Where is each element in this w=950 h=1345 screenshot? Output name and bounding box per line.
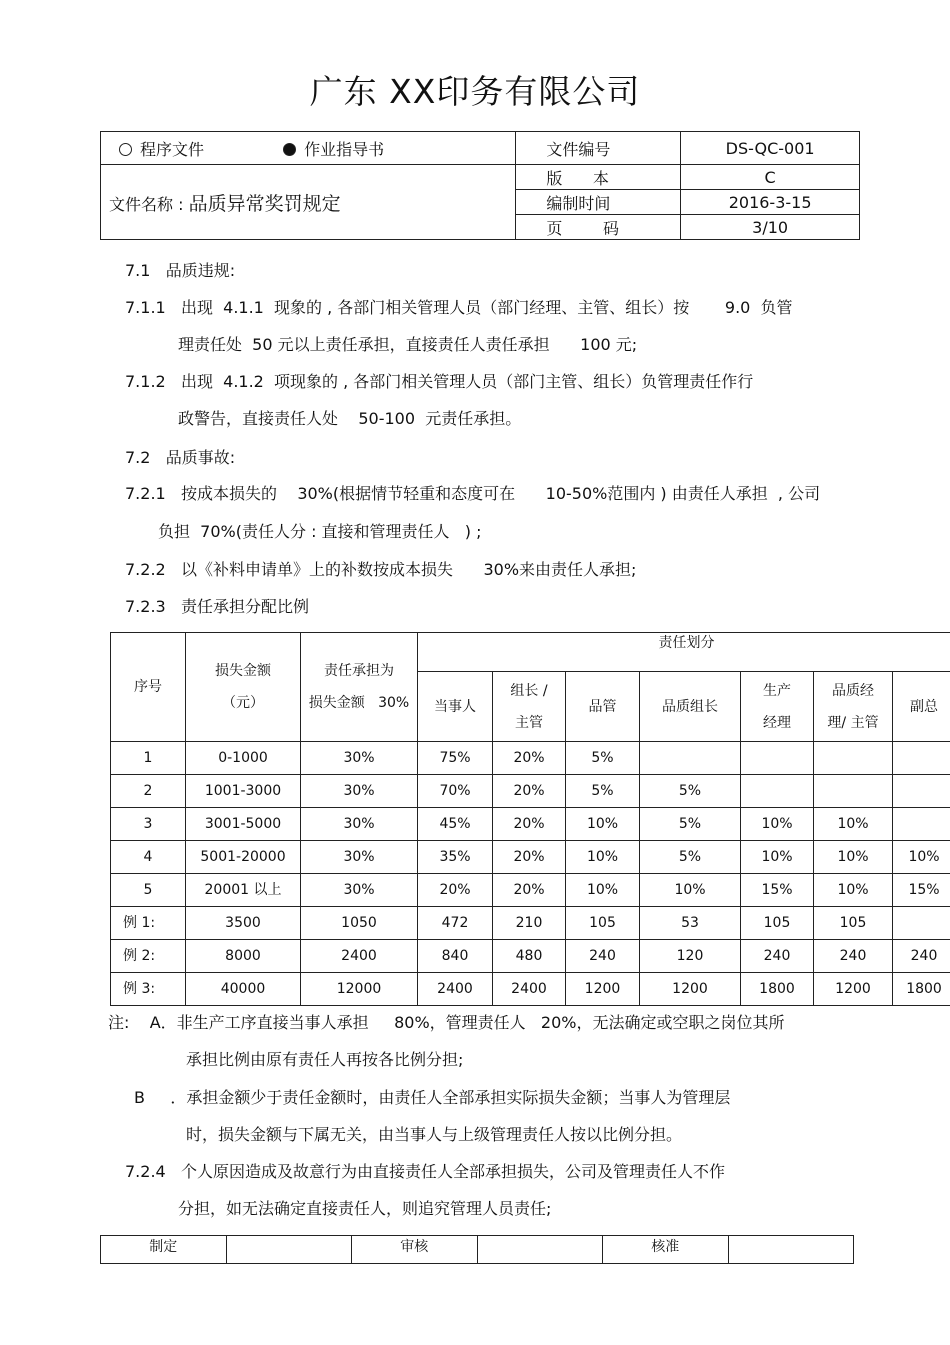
- table-cell: 5%: [566, 742, 640, 775]
- table-cell: 45%: [418, 808, 493, 841]
- header-responsibility: 责任承担为 损失金额 30%: [301, 633, 418, 742]
- para-7-2-2: 7.2.2 以《补料申请单》上的补数按成本损失 30%来由责任人承担;: [125, 560, 637, 579]
- table-cell: 10%: [741, 808, 814, 841]
- table-cell: 15%: [741, 874, 814, 907]
- header-loss: 损失金额 （元）: [186, 633, 301, 742]
- table-cell: 3001-5000: [186, 808, 301, 841]
- table-cell: [741, 775, 814, 808]
- table-cell: 2: [111, 775, 186, 808]
- table-row: [111, 973, 950, 1006]
- table-cell: 10%: [893, 841, 950, 874]
- doc-type-cell: [101, 132, 516, 165]
- table-cell: 70%: [418, 775, 493, 808]
- review-field[interactable]: [477, 1236, 603, 1264]
- table-row: [111, 874, 950, 907]
- table-cell: 0-1000: [186, 742, 301, 775]
- doc-name: 品质异常奖罚规定: [188, 192, 341, 215]
- table-cell: 30%: [301, 808, 418, 841]
- table-cell: 10%: [741, 841, 814, 874]
- table-cell: 2400: [493, 973, 566, 1006]
- note-a-line2: 承担比例由原有责任人再按各比例分担;: [186, 1050, 464, 1069]
- table-cell: 240: [814, 940, 893, 973]
- para-7-1-1-line1: 7.1.1 出现 4.1.1 现象的 , 各部门相关管理人员（部门经理、主管、组长）按 9.0 负管: [125, 298, 793, 317]
- company-title: 广东 XX印务有限公司: [309, 72, 641, 111]
- table-cell: 1200: [640, 973, 741, 1006]
- doc-name-label: 文件名称 :: [109, 194, 184, 214]
- table-cell: 20%: [418, 874, 493, 907]
- header-qc-leader: 品质组长: [640, 672, 741, 742]
- table-cell: 2400: [301, 940, 418, 973]
- table-cell: [814, 775, 893, 808]
- table-row: [111, 775, 950, 808]
- table-cell: 20001 以上: [186, 874, 301, 907]
- page-label: 页 码: [516, 215, 681, 240]
- table-row: [111, 742, 950, 775]
- table-cell: 5%: [640, 841, 741, 874]
- table-cell: 10%: [566, 808, 640, 841]
- table-cell: 75%: [418, 742, 493, 775]
- para-7-1: 7.1 品质违规:: [125, 261, 236, 280]
- responsibility-table: [110, 632, 950, 1006]
- table-cell: 10%: [814, 808, 893, 841]
- table-cell: 12000: [301, 973, 418, 1006]
- table-cell: 120: [640, 940, 741, 973]
- table-cell: 20%: [493, 808, 566, 841]
- table-cell: 480: [493, 940, 566, 973]
- table-row: [111, 808, 950, 841]
- version: C: [681, 165, 860, 190]
- table-cell: 5001-20000: [186, 841, 301, 874]
- header-vp: 副总: [893, 672, 950, 742]
- table-cell: 105: [814, 907, 893, 940]
- table-cell: 10%: [814, 841, 893, 874]
- date: 2016-3-15: [681, 190, 860, 215]
- opt-program-file: 程序文件: [140, 139, 205, 159]
- para-7-2-1-line2: 负担 70%(责任人分 : 直接和管理责任人 ) ;: [158, 522, 482, 541]
- table-cell: 472: [418, 907, 493, 940]
- table-cell: 105: [741, 907, 814, 940]
- table-cell: 5%: [640, 775, 741, 808]
- para-7-1-2-line1: 7.1.2 出现 4.1.2 项现象的 , 各部门相关管理人员（部门主管、组长）负管理责任作行: [125, 372, 754, 391]
- table-cell: 840: [418, 940, 493, 973]
- table-cell: [893, 808, 950, 841]
- made-field[interactable]: [226, 1236, 352, 1264]
- version-label: 版 本: [516, 165, 681, 190]
- para-7-1-1-line2: 理责任处 50 元以上责任承担，直接责任人责任承担 100 元;: [178, 335, 638, 354]
- table-cell: 10%: [566, 874, 640, 907]
- table-cell: 3: [111, 808, 186, 841]
- table-cell: 5%: [566, 775, 640, 808]
- signature-table: [100, 1235, 854, 1264]
- para-7-1-2-line2: 政警告，直接责任人处 50-100 元责任承担。: [178, 409, 522, 428]
- para-7-2: 7.2 品质事故:: [125, 448, 236, 467]
- table-cell: 10%: [640, 874, 741, 907]
- table-cell: 20%: [493, 841, 566, 874]
- table-cell: [893, 775, 950, 808]
- table-cell: 30%: [301, 874, 418, 907]
- table-cell: 20%: [493, 874, 566, 907]
- table-row: [111, 841, 950, 874]
- table-cell: 30%: [301, 742, 418, 775]
- para-7-2-4-line1: 7.2.4 个人原因造成及故意行为由直接责任人全部承担损失，公司及管理责任人不作: [125, 1162, 725, 1181]
- table-cell: 1200: [814, 973, 893, 1006]
- table-cell: 1200: [566, 973, 640, 1006]
- page-number: 3/10: [681, 215, 860, 240]
- table-cell: 35%: [418, 841, 493, 874]
- header-party: 当事人: [418, 672, 493, 742]
- table-cell: 例 2:: [111, 940, 186, 973]
- doc-no-label: 文件编号: [516, 132, 681, 165]
- opt-work-instruction: 作业指导书: [304, 139, 385, 159]
- approve-field[interactable]: [728, 1236, 854, 1264]
- table-cell: [814, 742, 893, 775]
- table-cell: 240: [741, 940, 814, 973]
- table-cell: 1800: [893, 973, 950, 1006]
- header-division: 责任划分: [418, 633, 950, 672]
- table-cell: 53: [640, 907, 741, 940]
- table-cell: 5%: [640, 808, 741, 841]
- table-cell: 1800: [741, 973, 814, 1006]
- radio-filled-icon[interactable]: [283, 143, 296, 156]
- note-b-line2: 时，损失金额与下属无关，由当事人与上级管理责任人按以比例分担。: [186, 1125, 683, 1144]
- table-cell: 10%: [566, 841, 640, 874]
- table-cell: 例 3:: [111, 973, 186, 1006]
- table-cell: 210: [493, 907, 566, 940]
- review-label: 审核: [352, 1236, 478, 1264]
- para-7-2-3: 7.2.3 责任承担分配比例: [125, 597, 309, 616]
- table-cell: 5: [111, 874, 186, 907]
- approve-label: 核准: [603, 1236, 729, 1264]
- table-cell: 1001-3000: [186, 775, 301, 808]
- table-cell: 1: [111, 742, 186, 775]
- table-cell: 2400: [418, 973, 493, 1006]
- table-cell: 20%: [493, 775, 566, 808]
- table-cell: 240: [893, 940, 950, 973]
- note-b-line1: B ．承担金额少于责任金额时，由责任人全部承担实际损失金额；当事人为管理层: [134, 1088, 731, 1107]
- table-cell: 1050: [301, 907, 418, 940]
- table-cell: 105: [566, 907, 640, 940]
- document-header-table: [100, 131, 860, 240]
- table-cell: 20%: [493, 742, 566, 775]
- note-a-line1: 注: A．非生产工序直接当事人承担 80%，管理责任人 20%，无法确定或空职之岗位其所: [108, 1013, 785, 1032]
- table-row: [111, 907, 950, 940]
- date-label: 编制时间: [516, 190, 681, 215]
- table-cell: 15%: [893, 874, 950, 907]
- header-prod-manager: 生产 经理: [741, 672, 814, 742]
- table-cell: 30%: [301, 775, 418, 808]
- header-seq: 序号: [111, 633, 186, 742]
- doc-name-cell: [101, 165, 516, 240]
- table-cell: 4: [111, 841, 186, 874]
- table-body: [111, 742, 950, 1006]
- table-cell: [893, 742, 950, 775]
- table-row: [111, 940, 950, 973]
- header-team-leader: 组长 / 主管: [493, 672, 566, 742]
- table-cell: 3500: [186, 907, 301, 940]
- para-7-2-4-line2: 分担，如无法确定直接责任人，则追究管理人员责任;: [178, 1199, 552, 1218]
- table-cell: [741, 742, 814, 775]
- made-label: 制定: [101, 1236, 227, 1264]
- radio-empty-icon[interactable]: [119, 143, 132, 156]
- table-cell: 8000: [186, 940, 301, 973]
- table-cell: 10%: [814, 874, 893, 907]
- table-cell: 240: [566, 940, 640, 973]
- header-qc: 品管: [566, 672, 640, 742]
- table-cell: [893, 907, 950, 940]
- header-qc-manager: 品质经 理/ 主管: [814, 672, 893, 742]
- doc-no: DS-QC-001: [681, 132, 860, 165]
- table-cell: 40000: [186, 973, 301, 1006]
- table-cell: 30%: [301, 841, 418, 874]
- table-cell: 例 1:: [111, 907, 186, 940]
- para-7-2-1-line1: 7.2.1 按成本损失的 30%(根据情节轻重和态度可在 10-50%范围内 ) 由责任人承担 , 公司: [125, 484, 821, 503]
- table-cell: [640, 742, 741, 775]
